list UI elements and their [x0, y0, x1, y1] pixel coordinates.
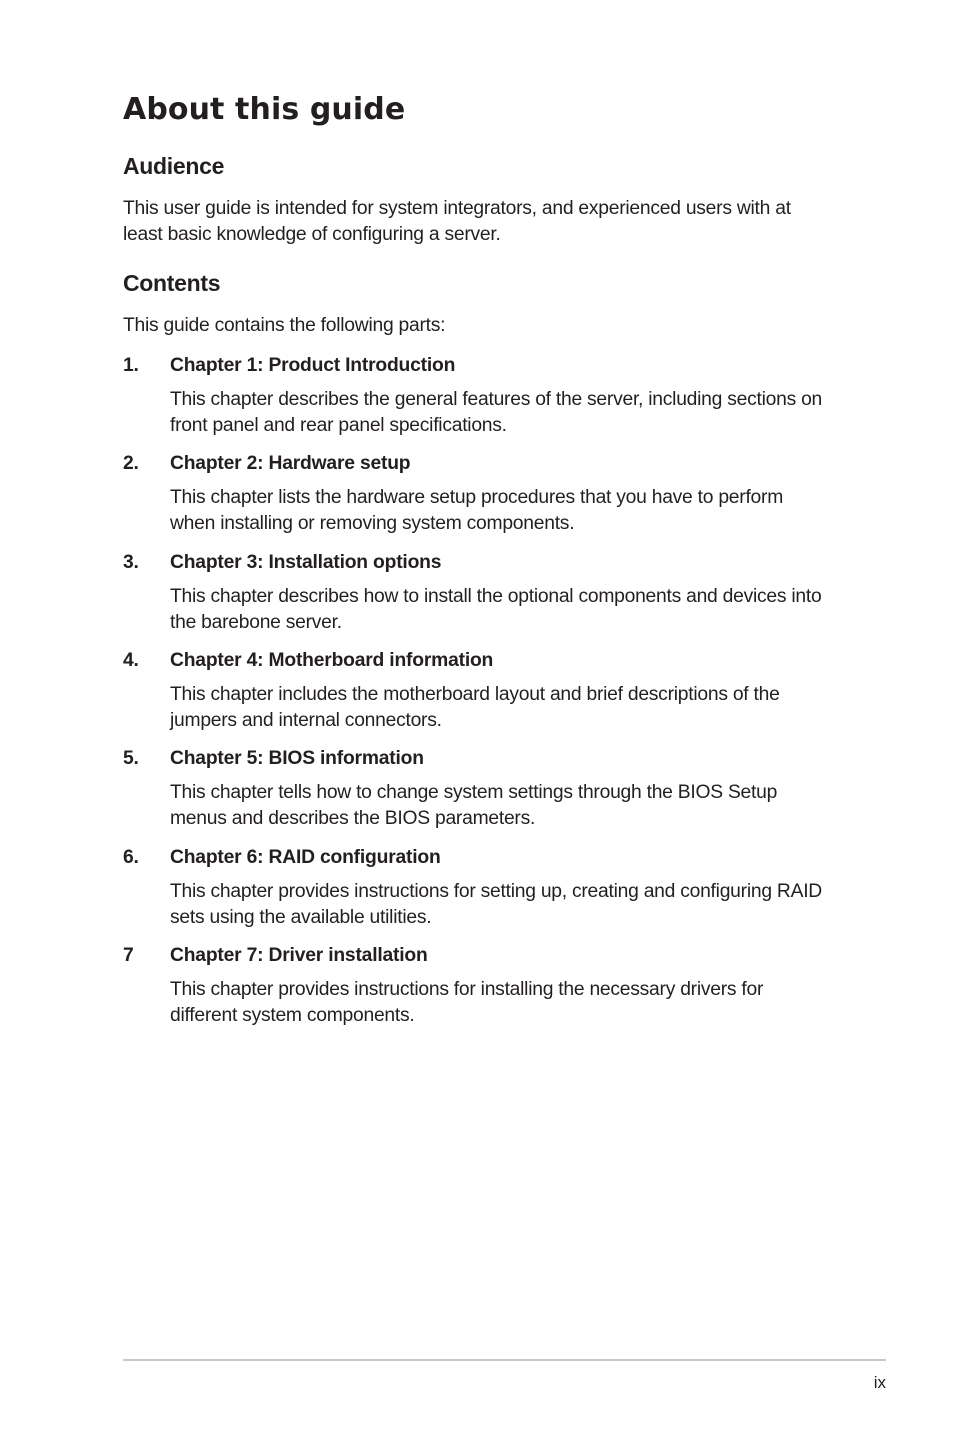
audience-text: This user guide is intended for system integrators, and experienced users with at least basic knowledge of configuring a server. [123, 198, 791, 245]
chapter-description: This chapter lists the hardware setup procedures that you have to perform when installing or removing system components. [170, 487, 784, 534]
page-number: ix [873, 1373, 886, 1392]
chapter-number: 1. [123, 355, 139, 376]
document-page [123, 0, 886, 1438]
chapter-title: Chapter 1: Product Introduction [170, 355, 456, 376]
footer-divider [123, 1359, 886, 1361]
chapter-description: This chapter provides instructions for installing the necessary drivers for different system components. [170, 979, 764, 1026]
chapter-description: This chapter describes the general features of the server, including sections on front panel and rear panel specifications. [170, 389, 823, 436]
chapter-number: 4. [123, 650, 139, 671]
chapter-title: Chapter 3: Installation options [170, 552, 442, 573]
chapter-number: 7 [123, 945, 134, 966]
contents-heading: Contents [123, 270, 221, 296]
chapter-number: 6. [123, 847, 139, 868]
chapter-description: This chapter includes the motherboard layout and brief descriptions of the jumpers and internal connectors. [170, 684, 780, 731]
chapter-title: Chapter 7: Driver installation [170, 945, 428, 966]
audience-heading: Audience [123, 153, 225, 179]
chapter-description: This chapter tells how to change system settings through the BIOS Setup menus and describes the BIOS parameters. [170, 782, 778, 829]
chapter-description: This chapter provides instructions for setting up, creating and configuring RAID sets using the available utilities. [170, 881, 822, 928]
chapter-title: Chapter 6: RAID configuration [170, 847, 441, 868]
chapter-title: Chapter 2: Hardware setup [170, 453, 411, 474]
chapter-number: 3. [123, 552, 139, 573]
chapter-number: 2. [123, 453, 139, 474]
page-title: About this guide [123, 92, 406, 127]
chapter-description: This chapter describes how to install the optional components and devices into the barebone server. [170, 586, 822, 633]
chapter-number: 5. [123, 748, 139, 769]
contents-intro: This guide contains the following parts: [123, 315, 446, 336]
chapter-title: Chapter 5: BIOS information [170, 748, 424, 769]
chapter-title: Chapter 4: Motherboard information [170, 650, 494, 671]
